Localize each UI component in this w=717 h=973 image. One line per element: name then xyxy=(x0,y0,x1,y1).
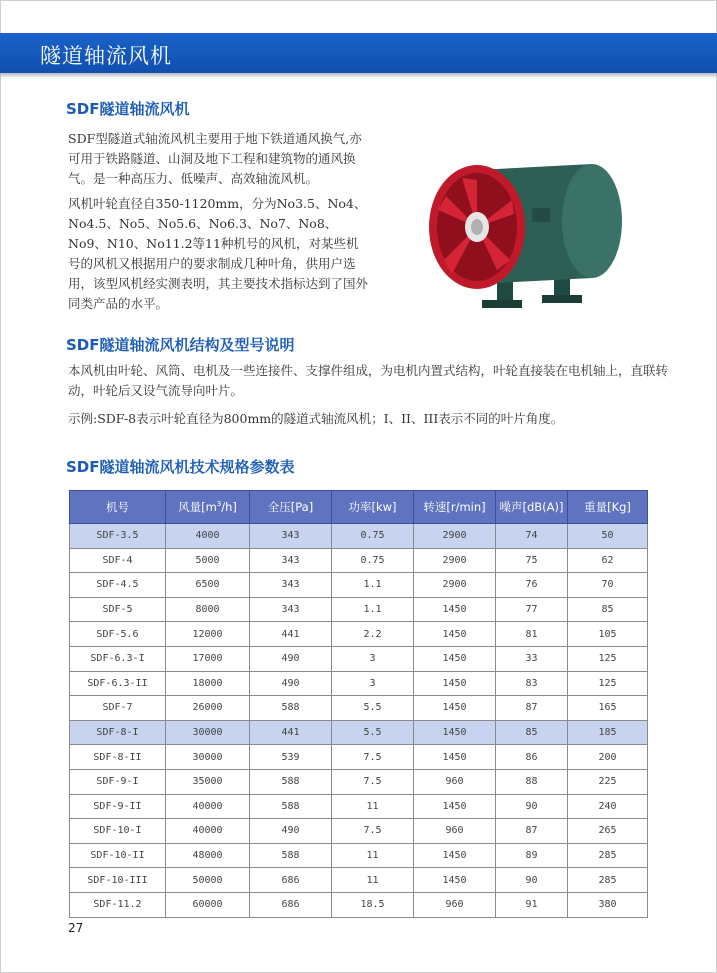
table-cell: 588 xyxy=(250,843,332,868)
table-row xyxy=(70,573,648,598)
table-cell: 18.5 xyxy=(332,892,414,917)
col-header-speed: 转速[r/min] xyxy=(414,491,496,524)
table-cell: 89 xyxy=(496,843,568,868)
intro-paragraph-2: 风机叶轮直径自350-1120mm，分为No3.5、No4、No4.5、No5、No5.6、No6.3、No7、No8、No9、N10、No11.2等11种机号的风机，对某些机号的风机又根据用户的要求制成几种叶角，供用户选用，该型风机经实测表明，其主要技术指标达到了国外同类产品的水平。 xyxy=(68,196,369,311)
table-cell: 490 xyxy=(250,671,332,696)
table-cell: 1450 xyxy=(414,720,496,745)
table-row xyxy=(70,548,648,573)
table-cell: 3 xyxy=(332,646,414,671)
table-cell: 86 xyxy=(496,745,568,770)
table-cell: 225 xyxy=(568,769,648,794)
table-row xyxy=(70,720,648,745)
table-row xyxy=(70,524,648,549)
structure-paragraph-1: 本风机由叶轮、风筒、电机及一些连接件、支撑件组成，为电机内置式结构，叶轮直接装在电机轴上，直联转动，叶轮后又设气流导向叶片。 xyxy=(68,363,669,398)
table-cell: 1450 xyxy=(414,745,496,770)
table-cell: 490 xyxy=(250,819,332,844)
table-cell: 26000 xyxy=(166,696,250,721)
table-cell: 539 xyxy=(250,745,332,770)
table-cell: SDF-4.5 xyxy=(70,573,166,598)
table-cell: 11 xyxy=(332,794,414,819)
table-cell: 4000 xyxy=(166,524,250,549)
table-row xyxy=(70,597,648,622)
table-cell: 74 xyxy=(496,524,568,549)
table-cell: 0.75 xyxy=(332,548,414,573)
table-cell: SDF-4 xyxy=(70,548,166,573)
table-cell: 1450 xyxy=(414,696,496,721)
table-cell: 11 xyxy=(332,843,414,868)
table-cell: 88 xyxy=(496,769,568,794)
table-cell: 285 xyxy=(568,843,648,868)
table-cell: 40000 xyxy=(166,819,250,844)
structure-paragraph-2: 示例:SDF-8表示叶轮直径为800mm的隧道式轴流风机；I、II、III表示不同的叶片角度。 xyxy=(68,411,564,426)
table-row xyxy=(70,868,648,893)
table-cell: 960 xyxy=(414,769,496,794)
table-cell: 490 xyxy=(250,646,332,671)
table-row xyxy=(70,769,648,794)
table-cell: 50 xyxy=(568,524,648,549)
intro-paragraph-1: SDF型隧道式轴流风机主要用于地下铁道通风换气,亦可用于铁路隧道、山洞及地下工程和建筑物的通风换气。是一种高压力、低噪声、高效轴流风机。 xyxy=(68,131,362,186)
banner-title: 隧道轴流风机 xyxy=(40,44,172,68)
table-cell: 7.5 xyxy=(332,769,414,794)
table-row xyxy=(70,696,648,721)
table-cell: SDF-5.6 xyxy=(70,622,166,647)
table-header-row xyxy=(70,491,648,524)
table-cell: 1.1 xyxy=(332,573,414,598)
table-cell: 1450 xyxy=(414,843,496,868)
table-cell: SDF-8-II xyxy=(70,745,166,770)
table-cell: SDF-10-III xyxy=(70,868,166,893)
table-cell: 70 xyxy=(568,573,648,598)
table-cell: 7.5 xyxy=(332,745,414,770)
table-cell: 105 xyxy=(568,622,648,647)
table-cell: 17000 xyxy=(166,646,250,671)
table-cell: SDF-11.2 xyxy=(70,892,166,917)
table-cell: 285 xyxy=(568,868,648,893)
table-row xyxy=(70,622,648,647)
table-cell: 2900 xyxy=(414,524,496,549)
col-header-pressure: 全压[Pa] xyxy=(250,491,332,524)
col-header-model: 机号 xyxy=(70,491,166,524)
table-cell: 5000 xyxy=(166,548,250,573)
table-cell: 343 xyxy=(250,524,332,549)
table-row xyxy=(70,892,648,917)
table-cell: 90 xyxy=(496,794,568,819)
table-cell: SDF-10-II xyxy=(70,843,166,868)
table-cell: 3 xyxy=(332,671,414,696)
table-cell: 83 xyxy=(496,671,568,696)
table-cell: SDF-8-I xyxy=(70,720,166,745)
table-cell: 81 xyxy=(496,622,568,647)
spec-table-body xyxy=(70,524,648,918)
table-cell: 960 xyxy=(414,819,496,844)
table-cell: 1450 xyxy=(414,671,496,696)
table-cell: 343 xyxy=(250,573,332,598)
table-cell: 30000 xyxy=(166,745,250,770)
table-cell: 1.1 xyxy=(332,597,414,622)
table-cell: 441 xyxy=(250,622,332,647)
table-cell: 12000 xyxy=(166,622,250,647)
table-cell: 40000 xyxy=(166,794,250,819)
table-cell: 2900 xyxy=(414,573,496,598)
table-cell: 588 xyxy=(250,794,332,819)
table-cell: SDF-9-I xyxy=(70,769,166,794)
table-cell: 91 xyxy=(496,892,568,917)
table-cell: 60000 xyxy=(166,892,250,917)
table-cell: SDF-9-II xyxy=(70,794,166,819)
table-cell: 125 xyxy=(568,671,648,696)
table-cell: SDF-6.3-I xyxy=(70,646,166,671)
table-row xyxy=(70,794,648,819)
table-cell: 33 xyxy=(496,646,568,671)
spec-table xyxy=(69,490,648,918)
table-row xyxy=(70,671,648,696)
table-cell: 62 xyxy=(568,548,648,573)
table-cell: 1450 xyxy=(414,597,496,622)
section-heading-spec-table: SDF隧道轴流风机技术规格参数表 xyxy=(66,458,295,476)
table-cell: 6500 xyxy=(166,573,250,598)
col-header-power: 功率[kw] xyxy=(332,491,414,524)
table-cell: 1450 xyxy=(414,868,496,893)
table-cell: 441 xyxy=(250,720,332,745)
table-cell: 8000 xyxy=(166,597,250,622)
table-cell: 2.2 xyxy=(332,622,414,647)
table-cell: SDF-10-I xyxy=(70,819,166,844)
table-cell: 76 xyxy=(496,573,568,598)
table-row xyxy=(70,646,648,671)
table-cell: 30000 xyxy=(166,720,250,745)
table-cell: 125 xyxy=(568,646,648,671)
table-cell: 7.5 xyxy=(332,819,414,844)
table-cell: 588 xyxy=(250,769,332,794)
table-cell: 77 xyxy=(496,597,568,622)
table-row xyxy=(70,745,648,770)
table-cell: 90 xyxy=(496,868,568,893)
table-cell: 185 xyxy=(568,720,648,745)
table-cell: 2900 xyxy=(414,548,496,573)
section-heading-structure: SDF隧道轴流风机结构及型号说明 xyxy=(66,336,295,354)
table-cell: 343 xyxy=(250,548,332,573)
table-row xyxy=(70,819,648,844)
col-header-airflow: 风量$[m^3/h]$ xyxy=(166,491,250,524)
table-row xyxy=(70,843,648,868)
table-cell: SDF-5 xyxy=(70,597,166,622)
table-cell: SDF-3.5 xyxy=(70,524,166,549)
section-heading-intro: SDF隧道轴流风机 xyxy=(66,100,190,118)
table-cell: 35000 xyxy=(166,769,250,794)
table-cell: 588 xyxy=(250,696,332,721)
table-cell: 380 xyxy=(568,892,648,917)
table-cell: 48000 xyxy=(166,843,250,868)
col-header-weight: 重量[Kg] xyxy=(568,491,648,524)
table-cell: 200 xyxy=(568,745,648,770)
header-banner xyxy=(0,33,717,73)
table-cell: 87 xyxy=(496,819,568,844)
table-cell: 1450 xyxy=(414,794,496,819)
table-cell: 165 xyxy=(568,696,648,721)
table-cell: 11 xyxy=(332,868,414,893)
table-cell: 85 xyxy=(496,720,568,745)
table-cell: 686 xyxy=(250,868,332,893)
table-cell: 1450 xyxy=(414,622,496,647)
table-cell: 686 xyxy=(250,892,332,917)
table-cell: 18000 xyxy=(166,671,250,696)
table-cell: 75 xyxy=(496,548,568,573)
table-cell: 85 xyxy=(568,597,648,622)
table-cell: 1450 xyxy=(414,646,496,671)
table-cell: 960 xyxy=(414,892,496,917)
table-cell: 50000 xyxy=(166,868,250,893)
table-cell: 0.75 xyxy=(332,524,414,549)
table-cell: 240 xyxy=(568,794,648,819)
table-cell: 87 xyxy=(496,696,568,721)
page-number: 27 xyxy=(68,921,84,935)
table-cell: 5.5 xyxy=(332,720,414,745)
col-header-noise: 噪声[dB(A)] xyxy=(496,491,568,524)
table-cell: SDF-7 xyxy=(70,696,166,721)
table-cell: 343 xyxy=(250,597,332,622)
axial-fan-image xyxy=(422,150,637,320)
table-cell: 265 xyxy=(568,819,648,844)
table-cell: 5.5 xyxy=(332,696,414,721)
table-cell: SDF-6.3-II xyxy=(70,671,166,696)
